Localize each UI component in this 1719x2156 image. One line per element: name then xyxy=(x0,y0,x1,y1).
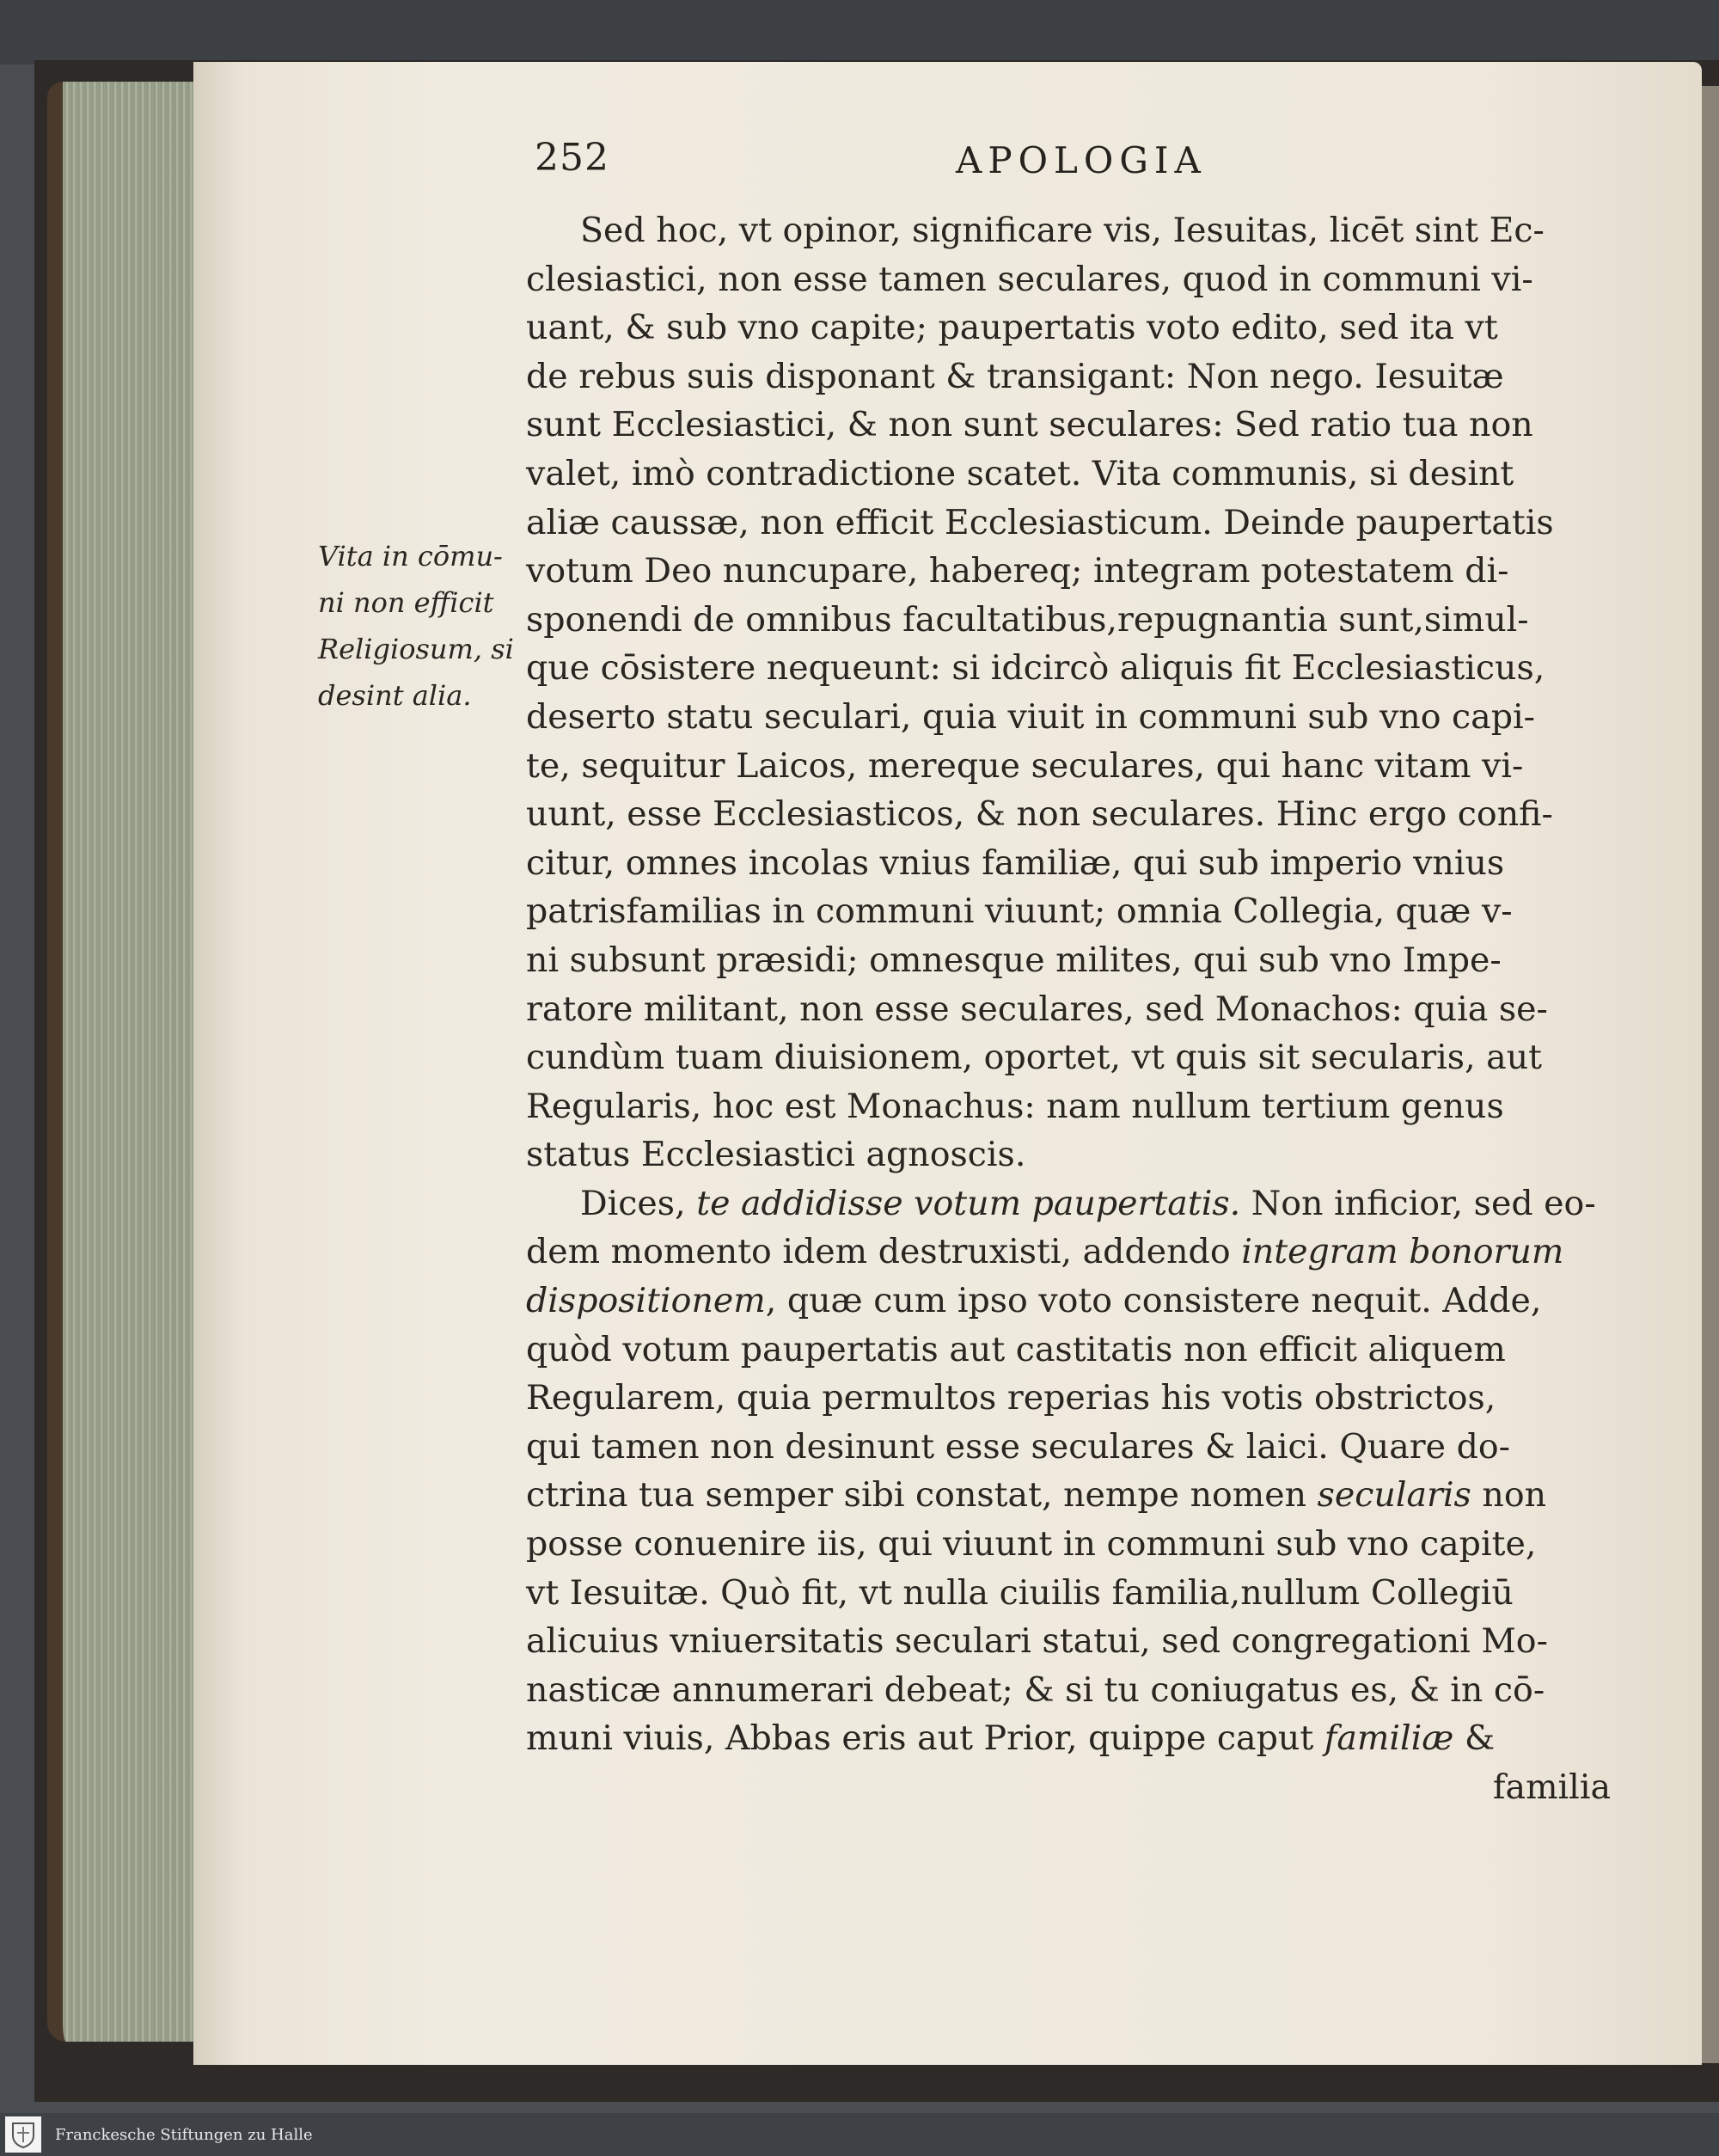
text-line: que cōsistere nequeunt: si idcircò aliquis fit Ecclesiasticus, xyxy=(526,648,1545,689)
text-run: Non inficior, sed eo- xyxy=(1251,1183,1596,1223)
running-head: APOLOGIA xyxy=(956,139,1207,181)
page-number: 252 xyxy=(535,136,609,180)
text-run: non xyxy=(1482,1475,1547,1516)
text-line: Regularem, quia permultos reperias his votis obstrictos, xyxy=(526,1378,1496,1418)
text-line: nasticæ annumerari debeat; & si tu coniugatus es, & in cō- xyxy=(526,1669,1545,1710)
italic-run: te addidisse votum paupertatis. xyxy=(696,1183,1241,1223)
italic-run: integram bonorum xyxy=(1241,1232,1564,1272)
marginal-note-line: desint alia. xyxy=(318,679,472,712)
marginal-note-line: Vita in cōmu- xyxy=(318,540,503,573)
text-line xyxy=(526,1228,1611,1277)
institution-logo-icon xyxy=(5,2116,41,2153)
text-line: aliæ caussæ, non efficit Ecclesiasticum. Deinde paupertatis xyxy=(526,502,1554,542)
text-line: sunt Ecclesiastici, & non sunt seculares: Sed ratio tua non xyxy=(526,405,1533,445)
text-line: citur, omnes incolas vnius familiæ, qui sub imperio vnius xyxy=(526,842,1505,883)
text-line: Sed hoc, vt opinor, significare vis, Iesuitas, licēt sint Ec- xyxy=(580,211,1545,250)
text-line: deserto statu seculari, quia viuit in communi sub vno capi- xyxy=(526,696,1535,737)
italic-run: secularis xyxy=(1317,1475,1471,1516)
text-line: votum Deo nuncupare, habereq; integram potestatem di- xyxy=(526,551,1509,591)
text-line: posse conuenire iis, qui viuunt in communi sub vno capite, xyxy=(526,1524,1537,1565)
text-line: Regularis, hoc est Monachus: nam nullum tertium genus xyxy=(526,1086,1504,1126)
text-line: status Ecclesiastici agnoscis. xyxy=(526,1135,1026,1175)
marginal-note-line: Religiosum, si xyxy=(318,633,514,665)
text-run: ctrina tua semper sibi constat, nempe nomen xyxy=(526,1475,1307,1516)
text-line: ratore militant, non esse seculares, sed Monachos: quia se- xyxy=(526,989,1548,1029)
catchword: familia xyxy=(1492,1767,1611,1807)
text-line: sponendi de omnibus facultatibus,repugnantia sunt,simul- xyxy=(526,599,1529,640)
text-line: vt Iesuitæ. Quò fit, vt nulla ciuilis familia,nullum Collegiū xyxy=(526,1572,1514,1613)
text-run: , quæ cum ipso voto consistere nequit. Adde, xyxy=(765,1281,1542,1321)
italic-run: dispositionem xyxy=(526,1281,766,1321)
marginal-note-line: ni non efficit xyxy=(318,586,494,619)
text-line: uunt, esse Ecclesiasticos, & non seculares. Hinc ergo confi- xyxy=(526,794,1553,835)
text-line xyxy=(526,1179,1611,1228)
text-line: quòd votum paupertatis aut castitatis non efficit aliquem xyxy=(526,1329,1506,1369)
text-line: qui tamen non desinunt esse seculares & laici. Quare do- xyxy=(526,1426,1511,1467)
text-run: dem momento idem destruxisti, addendo xyxy=(526,1232,1231,1272)
text-line: alicuius vniuersitatis seculari statui, sed congregationi Mo- xyxy=(526,1621,1548,1662)
text-line xyxy=(526,1714,1611,1763)
text-line: valet, imò contradictione scatet. Vita communis, si desint xyxy=(526,453,1514,493)
text-run: Dices, xyxy=(580,1183,686,1223)
text-line xyxy=(526,1471,1611,1520)
scan-top-background xyxy=(0,0,1719,64)
text-line: clesiastici, non esse tamen seculares, quod in communi vi- xyxy=(526,259,1533,299)
main-text-block xyxy=(526,206,1611,1812)
institution-crest-icon xyxy=(10,2120,36,2149)
footer-institution-name: Franckesche Stiftungen zu Halle xyxy=(55,2125,313,2144)
marginal-note xyxy=(318,533,533,719)
text-line: uant, & sub vno capite; paupertatis voto edito, sed ita vt xyxy=(526,308,1498,348)
text-line: te, sequitur Laicos, mereque seculares, qui hanc vitam vi- xyxy=(526,745,1524,786)
text-line: ni subsunt præsidi; omnesque milites, qui sub vno Impe- xyxy=(526,940,1502,980)
text-line xyxy=(526,1277,1611,1326)
text-line: de rebus suis disponant & transigant: Non nego. Iesuitæ xyxy=(526,356,1504,396)
text-run: muni viuis, Abbas eris aut Prior, quippe caput xyxy=(526,1718,1314,1759)
text-line: patrisfamilias in communi viuunt; omnia Collegia, quæ v- xyxy=(526,891,1513,932)
text-run: & xyxy=(1464,1718,1496,1759)
footer-bar xyxy=(0,2113,1719,2156)
italic-run: familiæ xyxy=(1324,1718,1454,1759)
text-line: cundùm tuam diuisionem, oportet, vt quis sit secularis, aut xyxy=(526,1038,1543,1078)
book-page-edges xyxy=(47,82,217,2042)
